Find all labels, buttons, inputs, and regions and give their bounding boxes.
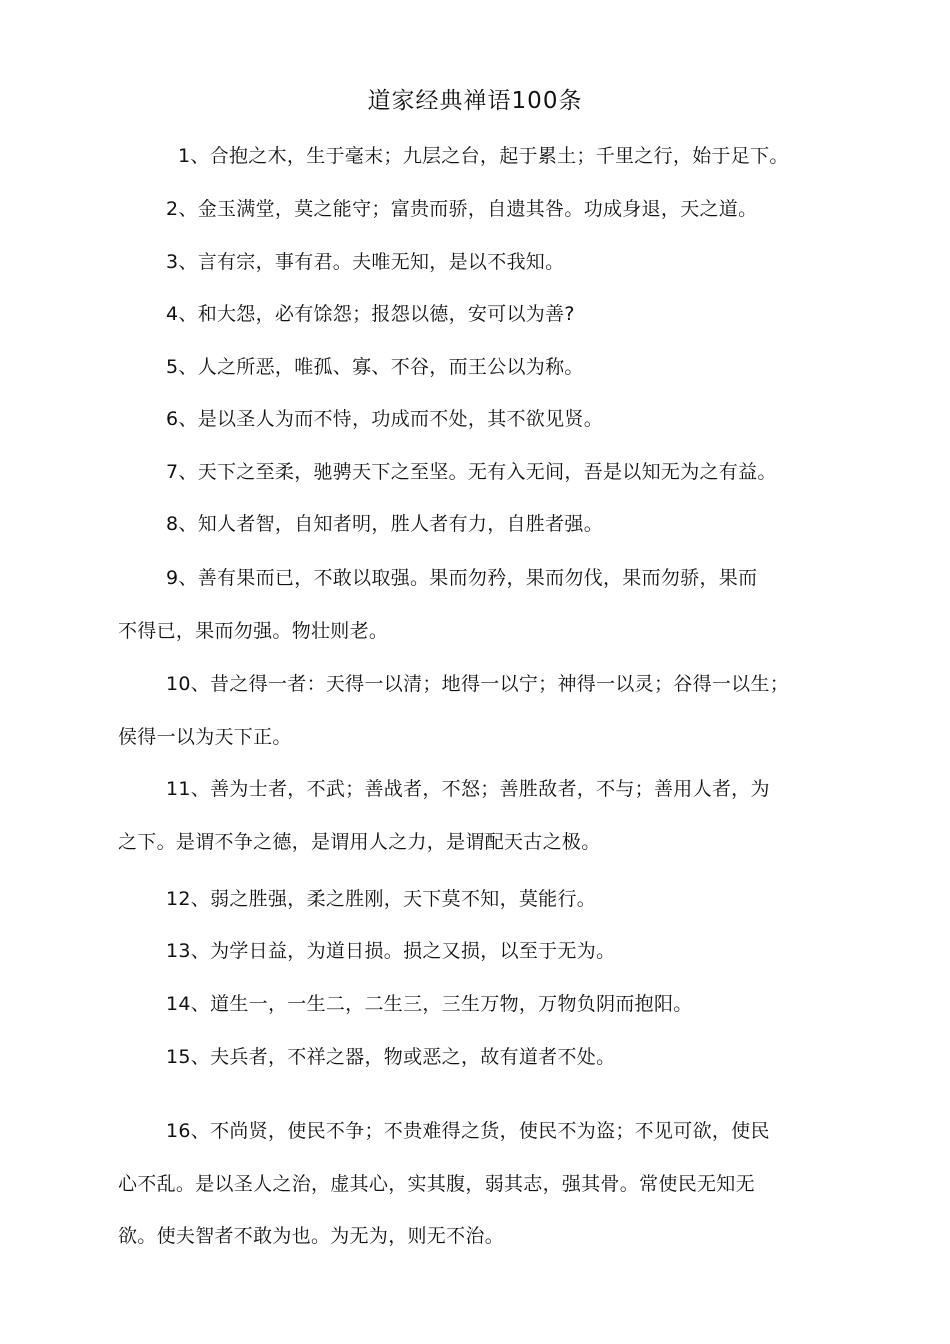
saying-line: 6、是以圣人为而不恃，功成而不处，其不欲见贤。	[166, 408, 603, 430]
saying-line: 3、言有宗，事有君。夫唯无知，是以不我知。	[166, 251, 565, 273]
saying-line-continued: 之下。是谓不争之德，是谓用人之力，是谓配天古之极。	[118, 831, 601, 853]
saying-line: 15、夫兵者，不祥之器，物或恶之，故有道者不处。	[166, 1046, 616, 1068]
saying-line: 4、和大怨，必有馀怨；报怨以德，安可以为善?	[166, 303, 575, 325]
document-title: 道家经典禅语100条	[367, 88, 583, 114]
saying-line: 7、天下之至柔，驰骋天下之至坚。无有入无间，吾是以知无为之有益。	[166, 461, 777, 483]
saying-line: 5、人之所恶，唯孤、寡、不谷，而王公以为称。	[166, 356, 584, 378]
saying-line-continued: 心不乱。是以圣人之治，虚其心，实其腹，弱其志，强其骨。常使民无知无	[118, 1173, 755, 1195]
saying-line-continued: 侯得一以为天下正。	[118, 726, 292, 748]
saying-line: 12、弱之胜强，柔之胜刚，天下莫不知，莫能行。	[166, 888, 597, 910]
saying-line: 9、善有果而已，不敢以取强。果而勿矜，果而勿伐，果而勿骄，果而	[166, 567, 758, 589]
saying-line: 10、昔之得一者：天得一以清；地得一以宁；神得一以灵；谷得一以生；	[166, 673, 790, 695]
saying-line: 13、为学日益，为道日损。损之又损，以至于无为。	[166, 940, 616, 962]
saying-line-continued: 欲。使夫智者不敢为也。为无为，则无不治。	[118, 1225, 505, 1247]
saying-line: 11、善为士者，不武；善战者，不怒；善胜敌者，不与；善用人者，为	[166, 778, 770, 800]
saying-line: 1、合抱之木，生于毫末；九层之台，起于累土；千里之行，始于足下。	[178, 145, 789, 167]
saying-line-continued: 不得已，果而勿强。物壮则老。	[118, 620, 389, 642]
saying-line: 16、不尚贤，使民不争；不贵难得之货，使民不为盗；不见可欲，使民	[166, 1120, 770, 1142]
saying-line: 8、知人者智，自知者明，胜人者有力，自胜者强。	[166, 513, 603, 535]
saying-line: 2、金玉满堂，莫之能守；富贵而骄，自遗其咎。功成身退，天之道。	[166, 198, 758, 220]
saying-line: 14、道生一，一生二，二生三，三生万物，万物负阴而抱阳。	[166, 993, 693, 1015]
